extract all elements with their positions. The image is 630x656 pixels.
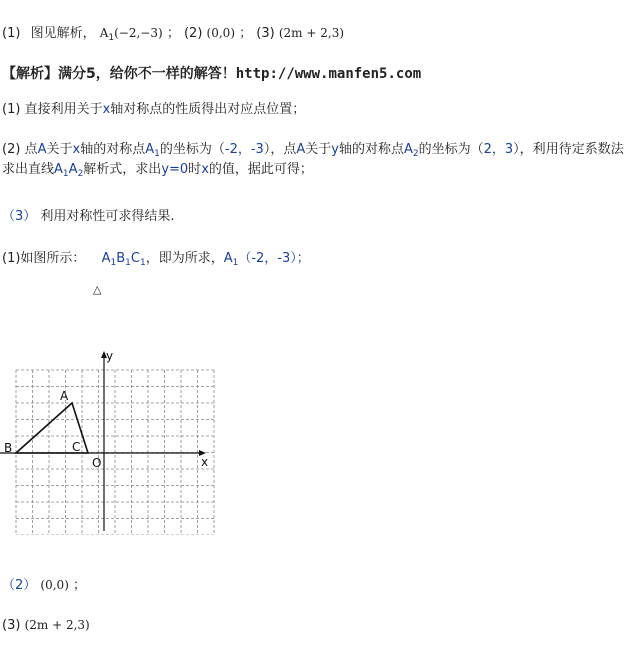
analysis-step-2 [2,140,628,180]
step2-text: 用待定系数法求出直线 [2,142,624,177]
step2-line-a1: A [54,162,63,177]
step1-x-var: x [102,102,111,117]
step2-text: 轴的对称点 [80,142,146,157]
vertex-a-label: A [60,389,69,403]
solution-3 [2,618,90,633]
solution-1 [2,247,310,266]
step2-line-a1-sub: 1 [62,169,69,179]
step3-label: （3） [2,209,37,224]
answer-part3-label: (3) [256,26,275,41]
solution2-label: （2） [2,578,37,593]
analysis-slogan: 满分5，给你不一样的解答！ [58,66,236,82]
step1-text-b: 轴对称点的性质得出对应点位置； [110,102,306,117]
step2-text: 轴的对称点 [338,142,404,157]
step2-y-zero: y=0 [161,162,189,177]
step2-text: 的值，据此可得 [208,162,300,177]
step2-text: 的坐标为（ [418,142,484,157]
solution3-label: (3) [2,618,21,633]
step2-point-a1: A [145,142,155,157]
solution1-text-a: 如图所示： [20,251,86,266]
solution2-end: ； [73,578,87,593]
solution1-triangle-sub: 1 [110,258,117,268]
answer-separator-1: ； [166,26,180,41]
y-axis-label: y [106,349,114,363]
step1-label: (1) [2,102,21,117]
solution1-triangle-sub: 1 [125,258,131,268]
analysis-header [2,63,421,83]
answer-part2-value: (0,0) [206,26,235,40]
solution1-triangle-sub: 1 [139,258,146,268]
solution3-value: (2m + 2,3) [24,618,90,632]
solution1-point-a1: A [223,251,233,266]
step2-point-a2: A [403,142,413,157]
step2-line-a2: A [68,162,78,177]
solution-2 [2,574,86,593]
step2-text: 的坐标为（ [159,142,225,157]
answer-part2-label: (2) [183,26,203,41]
solution2-value: (0,0) [40,578,69,592]
step2-y-var: y [331,142,339,157]
solution1-coordinates: （-2，-3）； [238,251,310,266]
step2-point-a: A [296,142,306,157]
answer-a1-subscript: 1 [108,33,115,43]
step2-line-a2-sub: 2 [77,169,84,179]
coordinate-figure [0,345,230,535]
step2-text: 点 [24,142,38,157]
answer-separator-2: ； [239,26,253,41]
step2-coords-a2: 2，3 [483,142,514,157]
step2-point-a1-sub: 1 [154,149,160,159]
solution1-label: (1) [2,251,21,266]
origin-label: O [92,456,102,470]
step2-point-a2-sub: 2 [412,149,419,159]
step2-x-var: x [72,142,81,157]
step2-text: ），点 [263,142,297,157]
solution1-triangle-a: A [101,251,111,266]
step2-end: ； [299,162,313,177]
analysis-step-3 [2,205,175,224]
step1-text-a: 直接利用关于 [24,102,103,117]
x-axis-label: x [201,455,209,469]
vertex-c-label: C [72,440,81,454]
vertex-b-label: B [4,441,13,455]
answer-part1-label: (1) [2,26,21,41]
step2-text: 解析式，求出 [83,162,162,177]
answer-summary [2,22,344,41]
solution1-point-a1-sub: 1 [232,258,239,268]
answer-part3-value: (2m + 2,3) [278,26,345,40]
step2-label: (2) [2,142,21,157]
step2-text: 关于 [305,142,332,157]
step3-text: 利用对称性可求得结果. [40,209,175,224]
solution1-triangle-b: B [116,251,126,266]
step2-x-var: x [201,162,209,177]
step2-text: 关于 [46,142,73,157]
solution1-triangle-c: C [130,251,140,266]
analysis-url: http://www.manfen5.com [235,66,422,82]
answer-part1-text: 图见解析， [30,26,96,41]
analysis-tag: 【解析】 [2,66,58,82]
answer-a1-coordinates: (−2,−3) [114,26,163,40]
step2-text: ），利 [513,142,546,157]
step2-point-a: A [37,142,47,157]
solution1-text-b: ，即为所求， [145,251,224,266]
step2-coords-a1: -2，-3 [224,142,264,157]
answer-a1-symbol: A [99,26,109,40]
triangle-glyph: △ [93,283,102,296]
step2-text: 时 [188,162,202,177]
analysis-step-1 [2,98,305,117]
